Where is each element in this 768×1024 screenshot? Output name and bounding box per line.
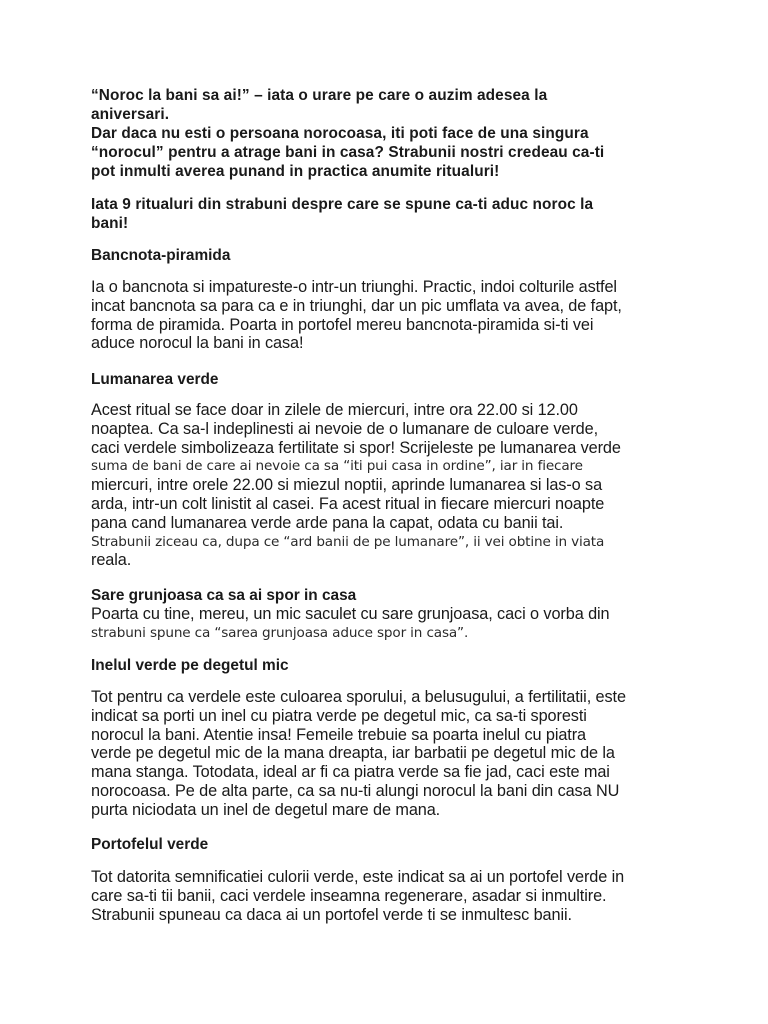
body-line: indicat sa porti un inel cu piatra verde pe degetul mic, ca sa-ti sporesti	[91, 706, 587, 725]
body-line: verde pe degetul mic de la mana dreapta, iar barbatii pe degetul mic de la	[91, 744, 615, 763]
section-heading-sare: Sare grunjoasa ca sa ai spor in casa	[91, 587, 357, 604]
intro-line: “norocul” pentru a atrage bani in casa? Strabunii nostri credeau ca-ti	[91, 144, 605, 161]
body-line: caci verdele simbolizeaza fertilitate si spor! Scrijeleste pe lumanarea verde	[91, 438, 621, 457]
section-body-bancnota	[91, 278, 691, 353]
lead-line: bani!	[91, 215, 129, 232]
intro-line: “Noroc la bani sa ai!” – iata o urare pe care o auzim adesea la	[91, 87, 548, 104]
body-line: Acest ritual se face doar in zilele de miercuri, intre ora 22.00 si 12.00	[91, 401, 578, 419]
body-line: forma de piramida. Poarta in portofel mereu bancnota-piramida si-ti vei	[91, 315, 594, 334]
intro-line: Dar daca nu esti o persoana norocoasa, iti poti face de una singura	[91, 125, 589, 142]
body-line: strabuni spune ca “sarea grunjoasa aduce spor in casa”.	[91, 624, 469, 641]
lead-line: Iata 9 ritualuri din strabuni despre care se spune ca-ti aduc noroc la	[91, 196, 594, 213]
section-body-sare	[91, 605, 691, 643]
lead-paragraph	[91, 195, 691, 233]
body-line: Tot pentru ca verdele este culoarea sporului, a belusugului, a fertilitatii, este	[91, 688, 626, 706]
body-line: norocul la bani. Atentie insa! Femeile trebuie sa poarta inelul cu piatra	[91, 725, 587, 744]
body-line: Ia o bancnota si impatureste-o intr-un triunghi. Practic, indoi colturile astfel	[91, 278, 617, 296]
body-line: purta niciodata un inel de degetul mare de mana.	[91, 800, 441, 819]
body-line: reala.	[91, 551, 132, 570]
section-body-lumanarea	[91, 401, 691, 570]
body-line: noaptea. Ca sa-l indeplinesti ai nevoie de o lumanare de culoare verde,	[91, 419, 598, 438]
body-line: pana cand lumanarea verde arde pana la capat, odata cu banii tai.	[91, 513, 564, 532]
body-line: care sa-ti tii banii, caci verdele inseamna regenerare, asadar si inmultire.	[91, 886, 607, 905]
section-body-portofelul	[91, 868, 691, 924]
body-line: arda, intr-un colt linistit al casei. Fa acest ritual in fiecare miercuri noapte	[91, 494, 605, 513]
intro-line: pot inmulti averea punand in practica anumite ritualuri!	[91, 163, 500, 180]
section-heading-bancnota: Bancnota-piramida	[91, 247, 231, 264]
section-heading-lumanarea: Lumanarea verde	[91, 371, 219, 388]
body-line: miercuri, intre orele 22.00 si miezul noptii, aprinde lumanarea si las-o sa	[91, 476, 603, 495]
section-heading-portofelul: Portofelul verde	[91, 836, 209, 853]
body-line: Strabunii spuneau ca daca ai un portofel verde ti se inmultesc banii.	[91, 905, 572, 924]
body-line: aduce norocul la bani in casa!	[91, 334, 304, 353]
body-line: Strabunii ziceau ca, dupa ce “ard banii de pe lumanare”, ii vei obtine in viata	[91, 533, 605, 550]
section-body-inelul	[91, 688, 691, 820]
intro-line: aniversari.	[91, 106, 170, 123]
body-line: Tot datorita semnificatiei culorii verde, este indicat sa ai un portofel verde in	[91, 868, 625, 886]
body-line: norocoasa. Pe de alta parte, ca sa nu-ti alungi norocul la bani din casa NU	[91, 781, 620, 800]
body-line: suma de bani de care ai nevoie ca sa “iti pui casa in ordine”, iar in fiecare	[91, 458, 583, 475]
intro-paragraph	[91, 86, 691, 181]
body-line: incat bancnota sa para ca e in triunghi, dar un pic umflata va avea, de fapt,	[91, 296, 622, 315]
body-line: Poarta cu tine, mereu, un mic saculet cu sare grunjoasa, caci o vorba din	[91, 605, 610, 623]
section-heading-inelul: Inelul verde pe degetul mic	[91, 657, 289, 674]
body-line: mana stanga. Totodata, ideal ar fi ca piatra verde sa fie jad, caci este mai	[91, 763, 610, 782]
